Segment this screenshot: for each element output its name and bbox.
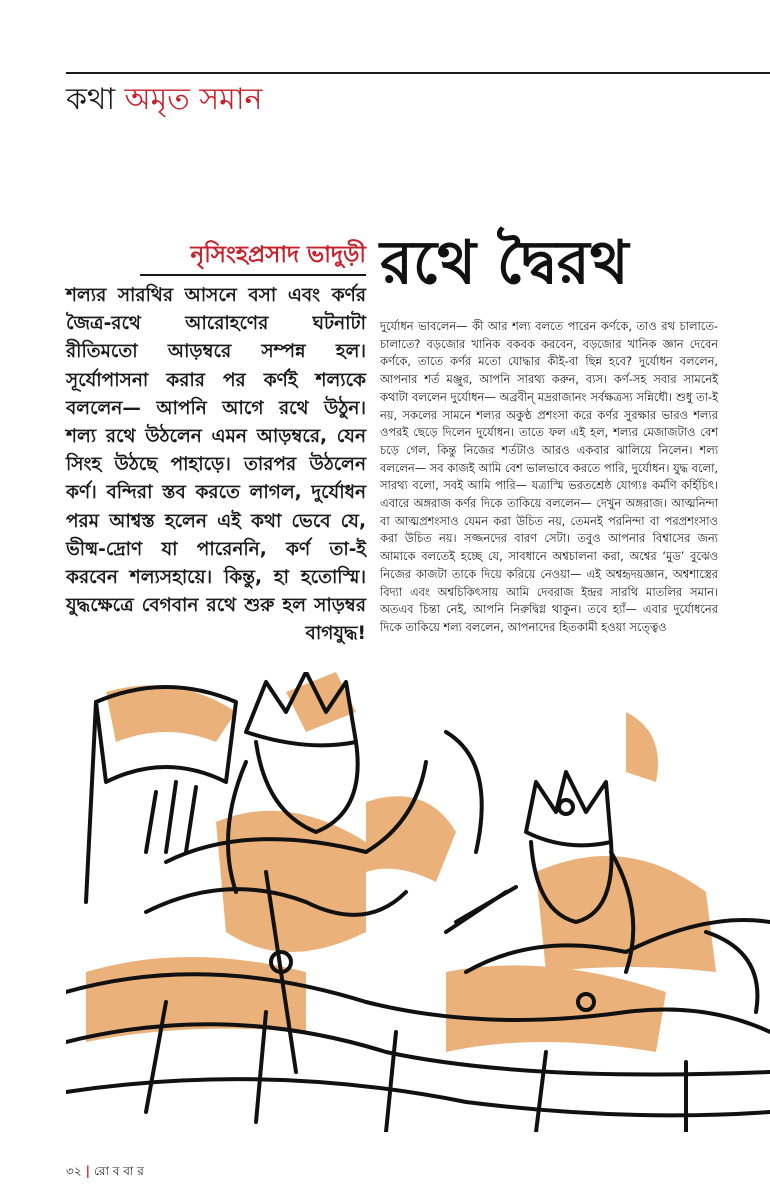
page-footer [66,1162,144,1180]
article-title: রথে দ্বৈরথ [380,228,629,298]
series-title-part1: কথা [66,82,116,117]
body-paragraph: দুর্যোধন ভাবলেন— কী আর শল্য বলতে পারেন কর্ণকে, তাও রথ চালাতে-চালাতে? বড়জোর খানিক বকবক করবেন, বড়জোর খানিক জ্ঞান দেবেন কর্ণকে, তাতে কর্ণর মতো যোদ্ধার কীই-বা ছিন্ন হবে? দুর্যোধন বললেন, আপনার শর্ত মঞ্জুর, আপনি সারথ্য করুন, ব্যস। কর্ণ-সহ সবার সামনেই কথাটা বললেন দুর্যোধন— অব্রবীন্ মদ্ররাজানং সর্বক্ষত্রস্য সন্নিধৌ। শুধু তা-ই নয়, সকলের সামনে শল্যর অকুণ্ঠ প্রশংসা করে কর্ণর সুরক্ষার ভারও শল্যর ওপরই ছেড়ে দিলেন দুর্যোধন। তাতে ফল এই হল, শল্যর মেজাজটাও বেশ চড়ে গেল, কিন্তু নিজের শর্তটাও আরও একবার ঝালিয়ে নিলেন। শল্য বললেন— সব কাজই আমি বেশ ভালভাবে করতে পারি, দুর্যোধন। যুদ্ধ বলো, সারথ্য বলো, সবই আমি পারি— যত্রাস্মি ভরতশ্রেষ্ঠ যোগ্যঃ কর্মণি কর্হিচিৎ। এবারে অঙ্গরাজ কর্ণর দিকে তাকিয়ে বললেন— দেখুন অঙ্গরাজ। আত্মনিন্দা বা আত্মপ্রশংসাও যেমন করা উচিত নয়, তেমনই পরনিন্দা বা পরপ্রশংসাও করা উচিত নয়। সজ্জনদের বারণ সেটা। তবুও আপনার বিশ্বাসের জন্য আমাকে বলতেই হচ্ছে যে, সাবধানে অশ্বচালনা করা, অশ্বের ‘মুড’ বুঝেও নিজের কাজটা তাকে দিয়ে করিয়ে নেওয়া— এই অশ্বহৃদয়জ্ঞান, অশ্বশাস্ত্রের বিদ্যা এবং অশ্বচিকিৎসায় আমি দেবরাজ ইন্দ্রর সারথি মাতলির সমান। অতএব চিন্তা নেই, আপনি নিরুদ্বিগ্ন থাকুন। তবে হ্যাঁ— এবার দুর্যোধনের দিকে তাকিয়ে শল্য বললেন, আপনাদের হিতকামী হওয়া সত্ত্বেও [380,319,718,634]
magazine-name: রো ব বা র [94,1164,144,1178]
header-rule [66,72,770,74]
section-header [66,80,262,120]
author-byline: নৃসিংহপ্রসাদ ভাদুড়ী [140,238,366,276]
lead-paragraph: শল্যর সারথির আসনে বসা এবং কর্ণর জৈত্র-রথে আরোহণের ঘটনাটা রীতিমতো আড়ম্বরে সম্পন্ন হল। সূর্যোপাসনা করার পর কর্ণই শল্যকে বললেন— আপনি আগে রথে উঠুন। শল্য রথে উঠলেন এমন আড়ম্বরে, যেন সিংহ উঠছে পাহাড়ে। তারপর উঠলেন কর্ণ। বন্দিরা স্তব করতে লাগল, দুর্যোধন পরম আশ্বস্ত হলেন এই কথা ভেবে যে, ভীষ্ম-দ্রোণ যা পারেননি, কর্ণ তা-ই করবেন শল্যসহায়ে। কিন্তু, হা হতোস্মি। যুদ্ধক্ষেত্রে বেগবান রথে শুরু হল সাড়ম্বর বাগযুদ্ধ! [66,285,366,645]
page-number: ৩২ [66,1164,82,1178]
footer-separator: | [85,1164,90,1178]
chariot-illustration-icon [66,672,770,1132]
series-title-part2: অমৃত সমান [124,82,263,117]
body-text-column [380,318,718,637]
